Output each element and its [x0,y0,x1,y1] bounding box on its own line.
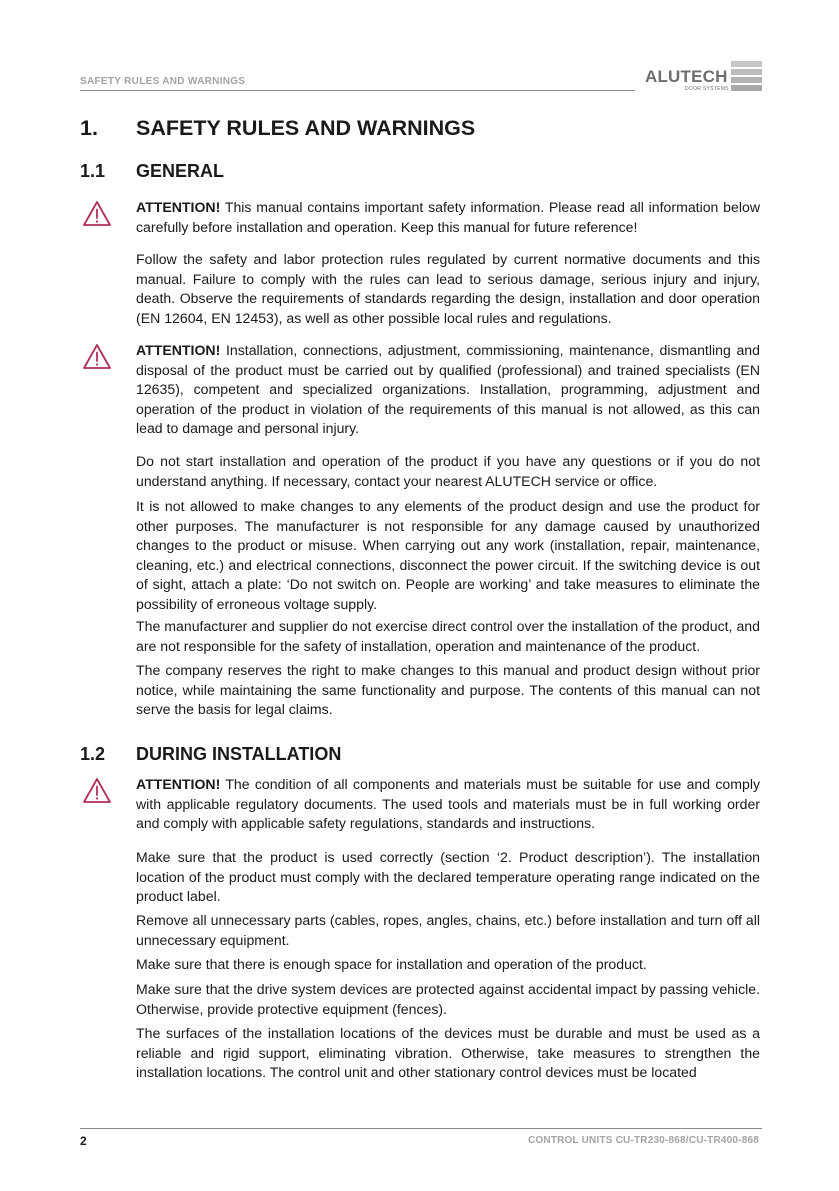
paragraph: The company reserves the right to make changes to this manual and product design without prior notice, while maintaining the same functionality and purpose. The contents of this manual can not serve the basis for legal claims. [136,662,760,718]
footer-product-label: CONTROL UNITS CU-TR230-868/CU-TR400-868 [528,1135,759,1146]
paragraph-text: Installation, connections, adjustment, commissioning, maintenance, dismantling and disposal of the product must be carried out by qualified (professional) and trained specialists (EN 12635), competent and specialized organizations. Installation, programming, adjustment and operation of the product in violation of the requirements of this manual is not allowed, as this can lead to damage and personal injury. [136,342,760,437]
section-number: 1.1 [80,161,106,181]
section-heading-installation [80,744,341,765]
footer-divider [80,1128,762,1129]
section-title: GENERAL [136,161,225,181]
attention-label: ATTENTION! [136,776,221,792]
chapter-title-text: SAFETY RULES AND WARNINGS [136,116,476,140]
paragraph-attention-1 [136,198,760,237]
paragraph: Make sure that there is enough space for installation and operation of the product. [136,956,647,972]
page-number: 2 [80,1134,87,1148]
paragraph: The manufacturer and supplier do not exercise direct control over the installation of the product, and are not responsible for the safety of installation, operation and maintenance of the product. [136,618,760,654]
header-divider [80,90,635,91]
chapter-title [80,116,475,141]
paragraph: Remove all unnecessary parts (cables, ropes, angles, chains, etc.) before installation and turn off all unnecessary equipment. [136,912,760,948]
page-header [80,60,762,96]
paragraph: Follow the safety and labor protection rules regulated by current normative documents and this manual. Failure to comply with the rules can lead to serious damage, serious injury and injury, death. Observe the requirements of standards regarding the design, installation and door operation (EN 12604, EN 12453), as well as other possible local rules and regulations. [136,251,760,326]
paragraph-attention-2 [136,341,760,439]
logo-subtext: DOOR SYSTEMS [685,86,729,92]
warning-triangle-icon [82,200,112,227]
paragraph: Make sure that the drive system devices are protected against accidental impact by passing vehicle. Otherwise, provide protective equipment (fences). [136,981,760,1017]
section-number: 1.2 [80,744,106,764]
logo-wordmark: ALUTECH [645,67,728,86]
chapter-number: 1. [80,116,98,140]
logo-bars-icon [731,61,762,91]
paragraph: Make sure that the product is used correctly (section ‘2. Product description’). The installation location of the product must comply with the declared temperature operating range indicated on the product label. [136,849,760,905]
paragraph: The surfaces of the installation locations of the devices must be durable and must be used as a reliable and rigid support, eliminating vibration. Otherwise, take measures to strengthen the installation locations. The control unit and other stationary control devices must be located [136,1025,760,1081]
warning-triangle-icon [82,343,112,370]
alutech-logo [643,60,762,96]
attention-label: ATTENTION! [136,342,221,358]
attention-label: ATTENTION! [136,199,221,215]
paragraph-attention-3 [136,775,760,834]
paragraph: It is not allowed to make changes to any elements of the product design and use the product for other purposes. The manufacturer is not responsible for any damage caused by unauthorized changes to the product or misuse. When carrying out any work (installation, repair, maintenance, cleaning, etc.) and electrical connections, disconnect the power circuit. If the switching device is out of sight, attach a plate: ‘Do not switch on. People are working’ and take measures to eliminate the possibility of erroneous voltage supply. [136,498,760,612]
section-heading-general [80,161,224,182]
paragraph-text: The condition of all components and materials must be suitable for use and comply with applicable regulatory documents. The used tools and materials must be in full working order and comply with applicable safety regulations, standards and instructions. [136,776,760,832]
header-section-label: SAFETY RULES AND WARNINGS [80,76,246,87]
section-title: DURING INSTALLATION [136,744,342,764]
warning-triangle-icon [82,777,112,804]
paragraph-text: This manual contains important safety information. Please read all information below carefully before installation and operation. Keep this manual for future reference! [136,199,760,235]
paragraph: Do not start installation and operation of the product if you have any questions or if you do not understand anything. If necessary, contact your nearest ALUTECH service or office. [136,453,760,489]
